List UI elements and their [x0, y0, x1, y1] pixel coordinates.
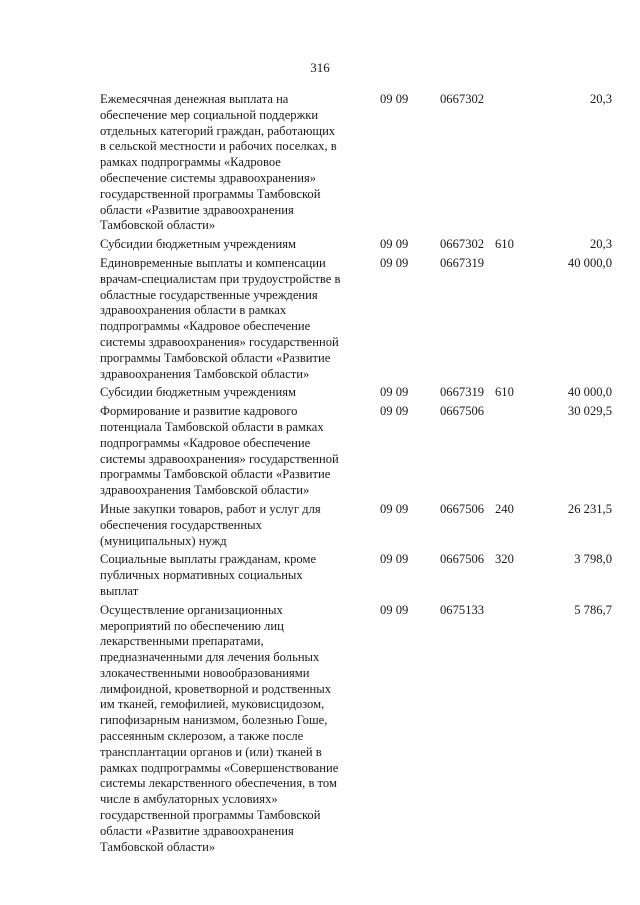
row-name: Ежемесячная денежная выплата на обеспечение мер социальной поддержки отдельных категорий граждан, работающих в сельской местности и рабочих поселках, в рамках подпрограммы «Кадровое обеспечение системы здравоохранения» государственной программы Тамбовской области «Развитие здравоохранения Тамбовской области» [100, 92, 337, 233]
row-target-article: 0675133 [440, 602, 485, 617]
row-section-code: 09 09 [380, 385, 409, 400]
row-name: Социальные выплаты гражданам, кроме публичных нормативных социальных выплат [100, 552, 317, 598]
row-target-article: 0667319 [440, 385, 485, 400]
row-amount: 26 231,5 [567, 501, 612, 516]
table-row [100, 404, 612, 499]
row-amount: 30 029,5 [567, 404, 612, 419]
row-target-article: 0667506 [440, 404, 485, 419]
row-section-code: 09 09 [380, 552, 409, 567]
row-section-code: 09 09 [380, 501, 409, 516]
table-row [100, 256, 612, 382]
row-expense-type: 240 [495, 501, 514, 516]
row-section-code: 09 09 [380, 602, 409, 617]
row-amount: 40 000,0 [567, 385, 612, 400]
table-row [100, 237, 612, 253]
row-name: Субсидии бюджетным учреждениям [100, 237, 296, 252]
row-name: Иные закупки товаров, работ и услуг для обеспечения государственных (муниципальных) нужд [100, 501, 321, 548]
page-number: 316 [310, 60, 330, 75]
table-row [100, 552, 612, 599]
table-row [100, 603, 612, 856]
row-name: Формирование и развитие кадрового потенциала Тамбовской области в рамках подпрограммы «Кадровое обеспечение системы здравоохранения» государственной программы Тамбовской области «Развитие здравоохранения Тамбовской области» [100, 404, 339, 498]
row-section-code: 09 09 [380, 92, 409, 106]
row-expense-type: 610 [495, 385, 514, 400]
table-row [100, 502, 612, 549]
row-section-code: 09 09 [380, 404, 409, 419]
row-name: Субсидии бюджетным учреждениям [100, 385, 296, 400]
table-row [100, 92, 612, 234]
row-name: Осуществление организационных мероприятий по обеспечению лиц лекарственными препаратами, предназначенными для лечения больных злокачественными новообразованиями лимфоидной, кроветворной и родственных им тканей, гемофилией, муковисцидозом, гипофизарным нанизмом, болезнью Гоше, рассеянным склерозом, а также после трансплантации органов и (или) тканей в рамках подпрограммы «Совершенствование системы лекарственного обеспечения, в том числе в амбулаторных условиях» государственной программы Тамбовской области «Развитие здравоохранения Тамбовской области» [100, 602, 339, 854]
row-amount: 20,3 [589, 237, 612, 252]
budget-table [100, 92, 612, 858]
row-expense-type: 320 [495, 552, 514, 567]
row-target-article: 0667506 [440, 501, 485, 516]
table-row [100, 385, 612, 401]
row-target-article: 0667506 [440, 552, 485, 567]
row-target-article: 0667302 [440, 237, 485, 252]
row-target-article: 0667302 [440, 92, 485, 106]
row-target-article: 0667319 [440, 255, 485, 270]
row-amount: 20,3 [589, 92, 612, 106]
row-amount: 40 000,0 [567, 255, 612, 270]
row-section-code: 09 09 [380, 237, 409, 252]
row-amount: 3 798,0 [574, 552, 612, 567]
row-name: Единовременные выплаты и компенсации врачам-специалистам при трудоустройстве в областные государственные учреждения здравоохранения области в рамках подпрограммы «Кадровое обеспечение системы здравоохранения» государственной программы Тамбовской области «Развитие здравоохранения Тамбовской области» [100, 255, 341, 381]
row-expense-type: 610 [495, 237, 514, 252]
row-section-code: 09 09 [380, 255, 409, 270]
row-amount: 5 786,7 [574, 602, 612, 617]
